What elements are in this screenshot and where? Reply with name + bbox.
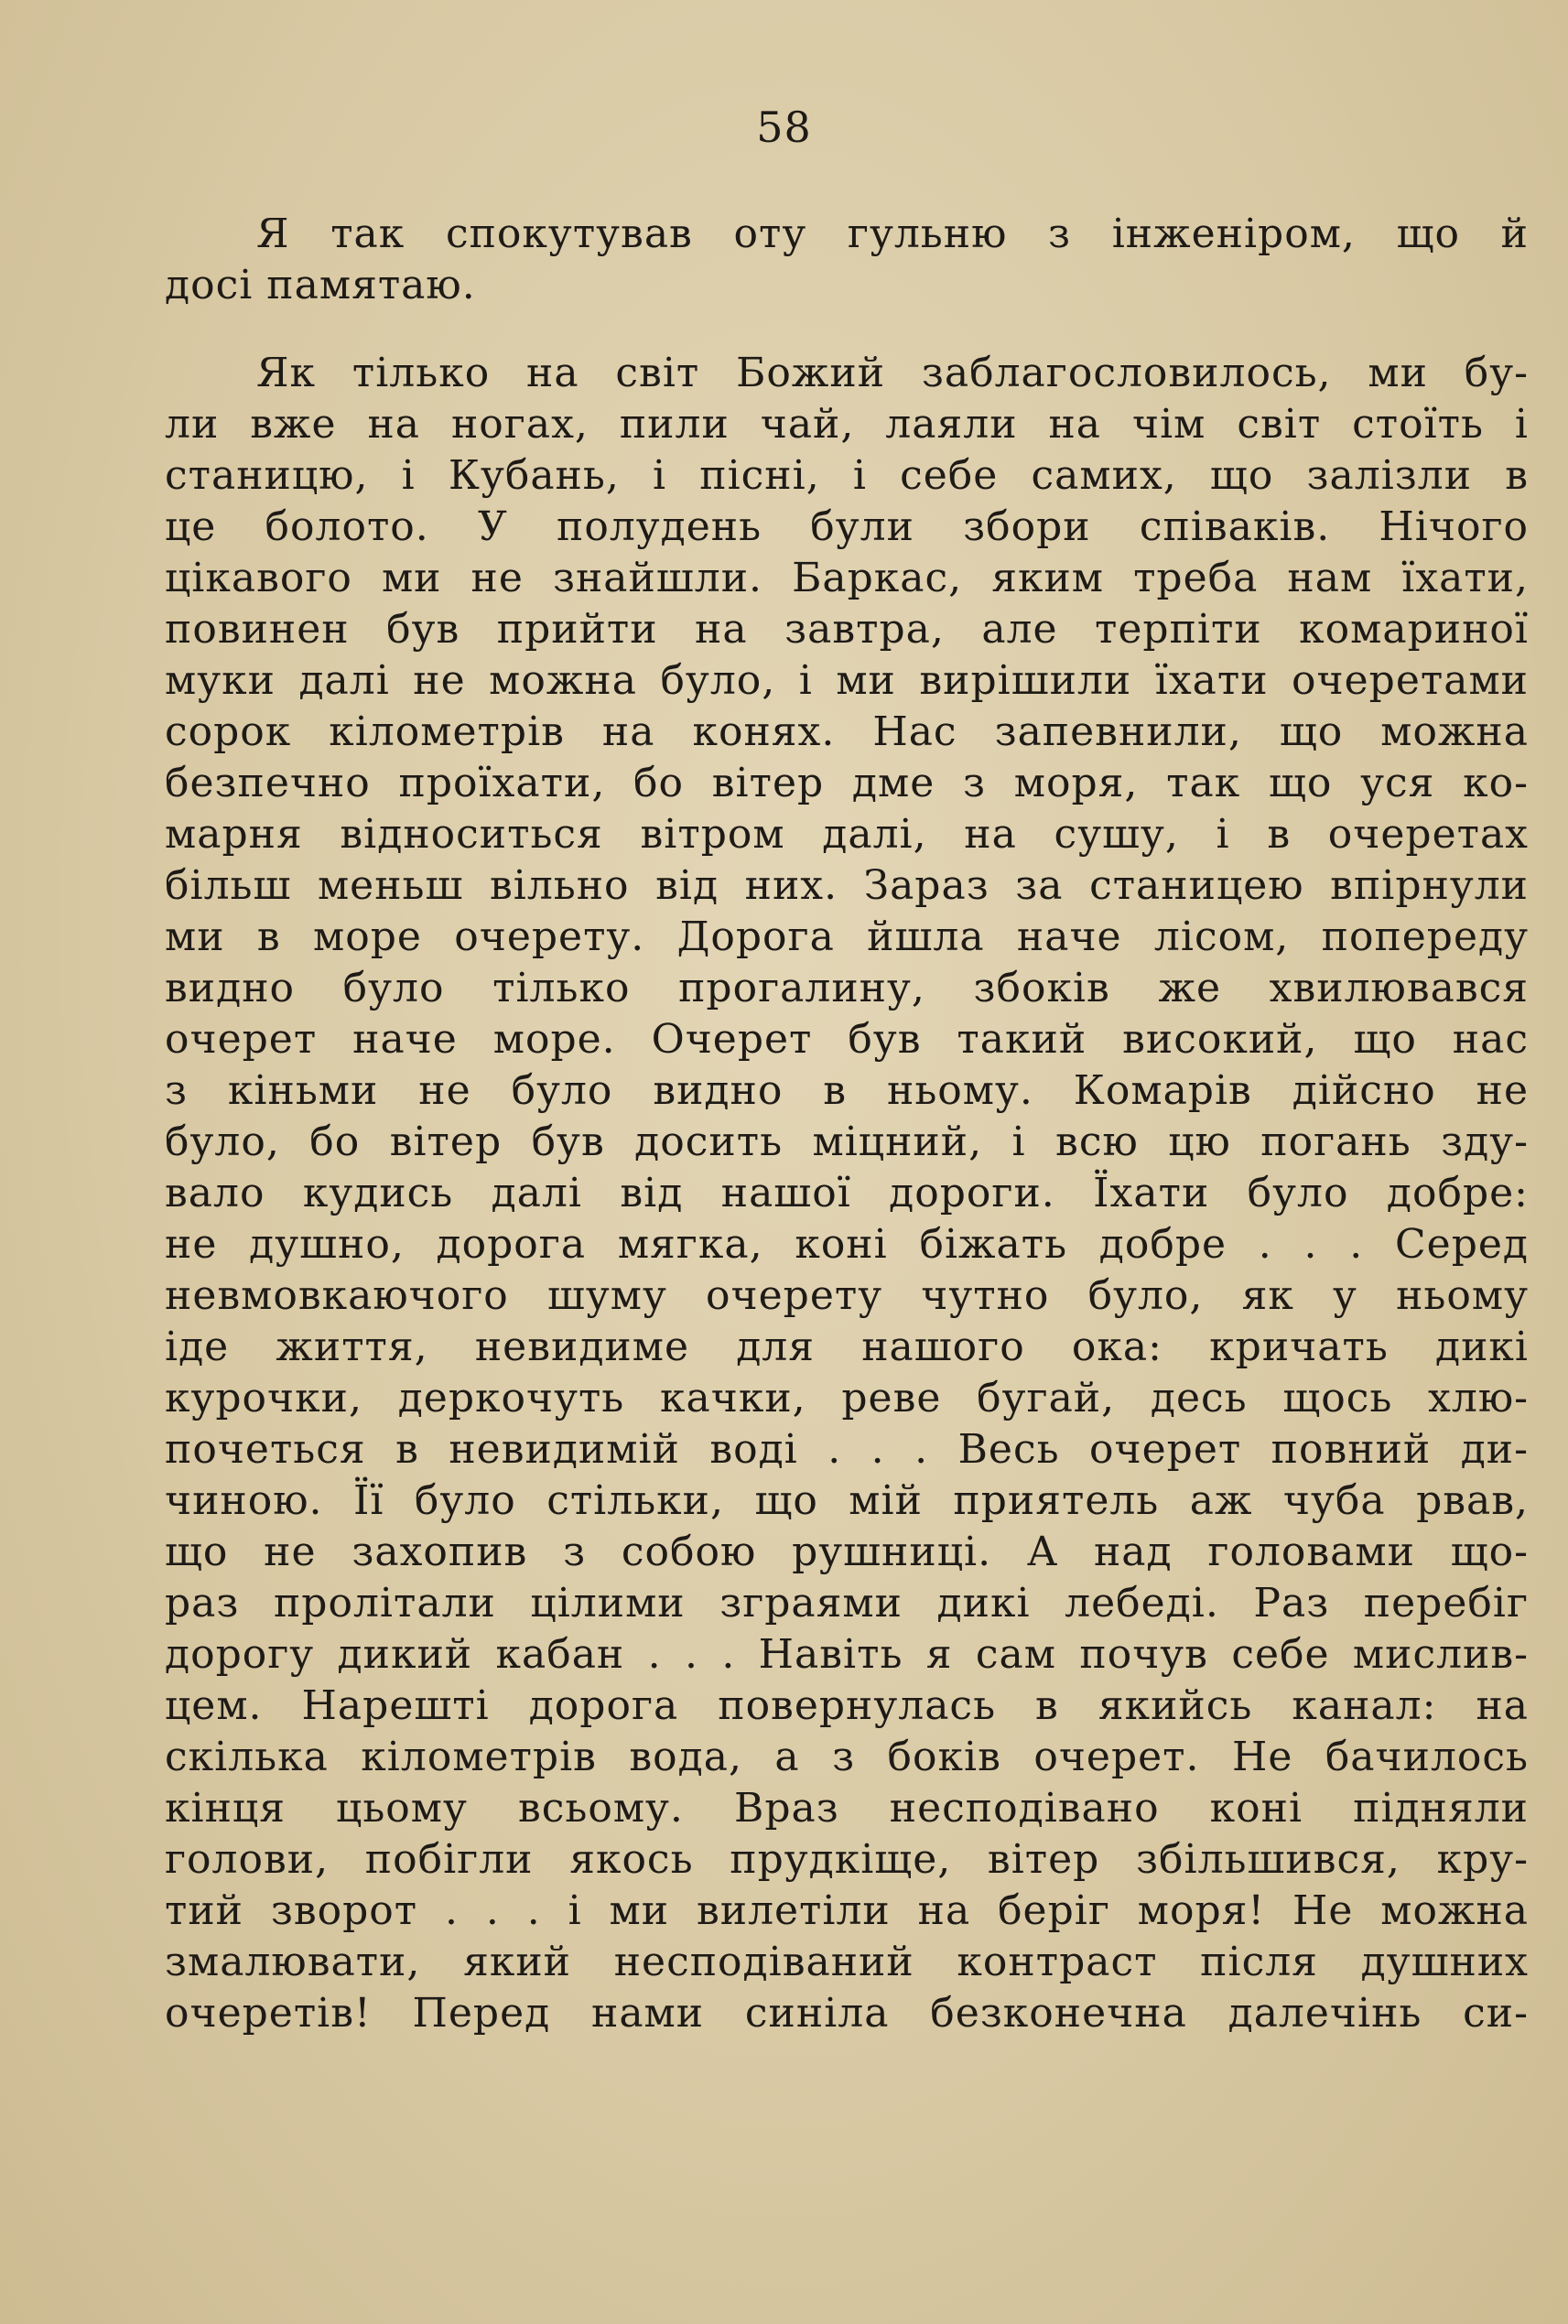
- text-line: голови, побігли якось прудкіще, вітер збільшився, кру-: [165, 1836, 1529, 1883]
- text-line: іде життя, невидиме для нашого ока: кричать дикі: [165, 1324, 1529, 1370]
- text-line: почеться в невидимій воді . . . Весь очерет повний ди-: [165, 1426, 1529, 1473]
- text-line: безпечно проїхати, бо вітер дме з моря, так що уся ко-: [165, 760, 1529, 806]
- text-line: з кіньми не було видно в ньому. Комарів дійсно не: [165, 1067, 1529, 1114]
- text-line: очерет наче море. Очерет був такий високий, що нас: [165, 1016, 1529, 1063]
- text-line: досі памятаю.: [165, 262, 476, 308]
- text-line: скілька кілометрів вода, а з боків очерет. Не бачилось: [165, 1734, 1529, 1780]
- text-line: марня відноситься вітром далі, на сушу, і в очеретах: [165, 811, 1529, 858]
- body-text: [165, 209, 1529, 2039]
- text-line: чиною. Її було стільки, що мій приятель аж чуба рвав,: [165, 1477, 1529, 1524]
- paragraph-gap: [165, 311, 1529, 348]
- paragraph-2: [165, 348, 1529, 2039]
- text-line: сорок кілометрів на конях. Нас запевнили, що можна: [165, 708, 1529, 755]
- text-line: очеретів! Перед нами синіла безконечна далечінь си-: [165, 1990, 1529, 2037]
- text-line: видно було тілько прогалину, збоків же хвилювався: [165, 965, 1529, 1011]
- text-line: дорогу дикий кабан . . . Навіть я сам почув себе мислив-: [165, 1631, 1529, 1678]
- paragraph-1: [165, 209, 1529, 311]
- text-line: муки далі не можна було, і ми вирішили їхати очеретами: [165, 657, 1529, 704]
- text-line: цем. Нарешті дорога повернулась в якийсь канал: на: [165, 1682, 1529, 1729]
- text-line: курочки, деркочуть качки, реве бугай, десь щось хлю-: [165, 1375, 1529, 1421]
- text-line: вало кудись далі від нашої дороги. Їхати було добре:: [165, 1170, 1529, 1216]
- page-number: 58: [756, 103, 812, 152]
- text-line: цікавого ми не знайшли. Баркас, яким треба нам їхати,: [165, 555, 1529, 601]
- text-line: ми в море очерету. Дорога йшла наче лісом, попереду: [165, 913, 1529, 960]
- text-line: більш меньш вільно від них. Зараз за станицею впірнули: [165, 862, 1529, 909]
- text-line: Я так спокутував оту гульню з інженіром, що й: [256, 211, 1529, 257]
- text-line: це болото. У полудень були збори співаків. Нічого: [165, 503, 1529, 550]
- text-line: ли вже на ногах, пили чай, лаяли на чім світ стоїть і: [165, 401, 1529, 448]
- text-line: станицю, і Кубань, і пісні, і себе самих, що залізли в: [165, 452, 1529, 499]
- text-line: тий зворот . . . і ми вилетіли на беріг моря! Не можна: [165, 1887, 1529, 1934]
- text-line: було, бо вітер був досить міцний, і всю цю погань зду-: [165, 1119, 1529, 1165]
- text-line: невмовкаючого шуму очерету чутно було, як у ньому: [165, 1272, 1529, 1319]
- text-line: повинен був прийти на завтра, але терпіти комариної: [165, 606, 1529, 653]
- text-line: не душно, дорога мягка, коні біжать добре . . . Серед: [165, 1221, 1529, 1268]
- text-line: що не захопив з собою рушниці. А над головами що-: [165, 1529, 1529, 1575]
- text-line: Як тілько на світ Божий заблагословилось, ми бу-: [256, 350, 1529, 396]
- text-line: кінця цьому всьому. Враз несподівано коні підняли: [165, 1785, 1529, 1832]
- text-line: змалювати, який несподіваний контраст після душних: [165, 1939, 1529, 1985]
- text-line: раз пролітали цілими зграями дикі лебеді. Раз перебіг: [165, 1580, 1529, 1627]
